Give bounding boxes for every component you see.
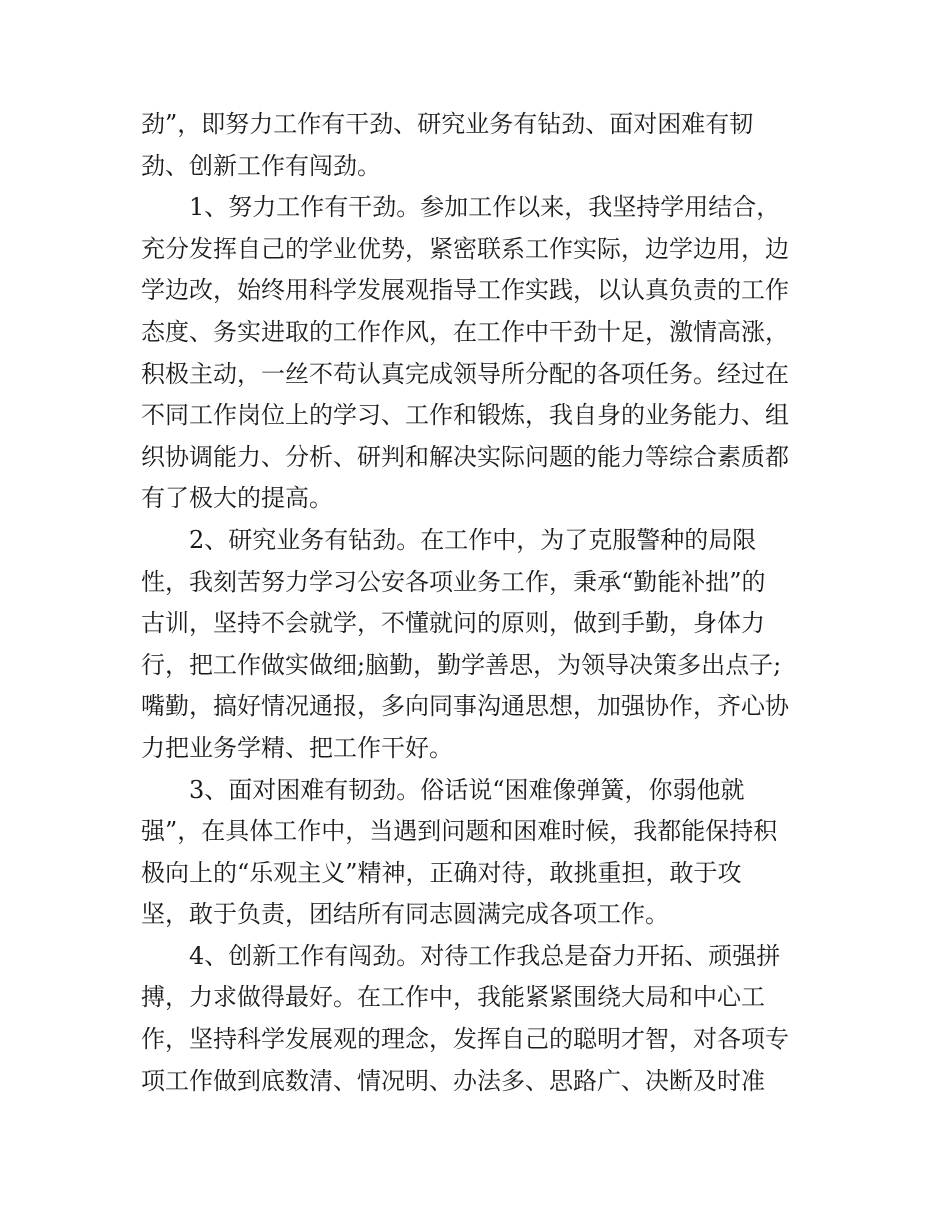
- text-line: 态度、务实进取的工作作风，在工作中干劲十足，激情高涨，: [141, 317, 789, 346]
- text-line: 力把业务学精、把工作干好。: [141, 733, 453, 762]
- text-line: 项工作做到底数清、情况明、办法多、思路广、决断及时准: [141, 1066, 765, 1095]
- paragraph-1-start: 1、努力工作有干劲。参加工作以来，我坚持学用结合，: [189, 193, 781, 222]
- paragraph-2-start: 2、研究业务有钻劲。在工作中，为了克服警种的局限: [189, 525, 757, 554]
- text-line: 嘴勤，搞好情况通报，多向同事沟通思想，加强协作，齐心协: [141, 692, 789, 721]
- text-line: 坚，敢于负责，团结所有同志圆满完成各项工作。: [141, 900, 669, 929]
- text-line: 极向上的“乐观主义”精神，正确对待，敢挑重担，敢于攻: [141, 858, 742, 887]
- paragraph-3-start: 3、面对困难有韧劲。俗话说“困难像弹簧，你弱他就: [189, 775, 745, 804]
- text-line: 作，坚持科学发展观的理念，发挥自己的聪明才智，对各项专: [141, 1025, 789, 1054]
- text-line: 有了极大的提高。: [141, 484, 333, 513]
- text-line: 行，把工作做实做细;脑勤，勤学善思，为领导决策多出点子;: [141, 650, 782, 679]
- text-line: 搏，力求做得最好。在工作中，我能紧紧围绕大局和中心工: [141, 983, 765, 1012]
- text-line: 古训，坚持不会就学，不懂就问的原则，做到手勤，身体力: [141, 609, 765, 638]
- text-line: 强”，在具体工作中，当遇到问题和困难时候，我都能保持积: [141, 817, 778, 846]
- text-line: 学边改，始终用科学发展观指导工作实践，以认真负责的工作: [141, 276, 789, 305]
- paragraph-4-start: 4、创新工作有闯劲。对待工作我总是奋力开拓、顽强拼: [189, 941, 781, 970]
- document-body: [141, 104, 821, 1102]
- text-line: 织协调能力、分析、研判和解决实际问题的能力等综合素质都: [141, 442, 789, 471]
- text-line: 劲”，即努力工作有干劲、研究业务有钻劲、面对困难有韧: [141, 110, 754, 138]
- text-line: 充分发挥自己的学业优势，紧密联系工作实际，边学边用，边: [141, 234, 789, 263]
- text-line: 积极主动，一丝不苟认真完成领导所分配的各项任务。经过在: [141, 359, 789, 388]
- text-line: 性，我刻苦努力学习公安各项业务工作，秉承“勤能补拙”的: [141, 567, 766, 596]
- text-line: 不同工作岗位上的学习、工作和锻炼，我自身的业务能力、组: [141, 401, 789, 430]
- text-line: 劲、创新工作有闯劲。: [141, 151, 381, 180]
